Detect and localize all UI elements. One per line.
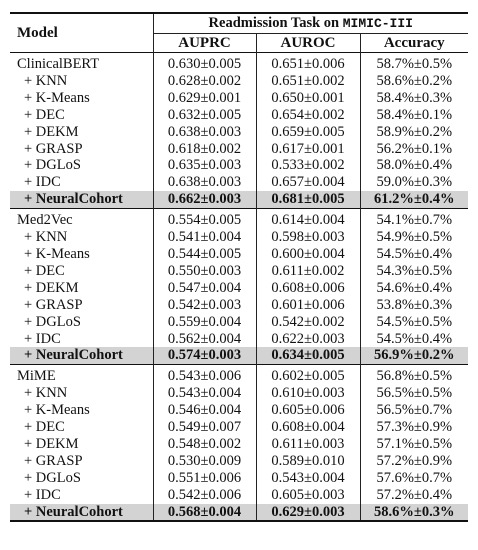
accuracy-cell: 56.5%±0.7% <box>360 402 468 419</box>
model-name-cell: + DEKM <box>24 279 79 296</box>
model-name-cell: + DGLoS <box>24 157 81 174</box>
auroc-cell: 0.634±0.005 <box>256 347 360 364</box>
auprc-cell: 0.547±0.004 <box>153 280 256 297</box>
accuracy-cell: 58.7%±0.5% <box>360 53 468 73</box>
model-name-cell: + DEKM <box>24 435 79 452</box>
auprc-cell: 0.638±0.003 <box>153 124 256 141</box>
accuracy-cell: 57.1%±0.5% <box>360 436 468 453</box>
model-name-cell: + DGLoS <box>24 313 81 330</box>
auroc-column-header: AUROC <box>256 34 360 53</box>
table-row <box>10 487 468 504</box>
table-row <box>10 174 468 191</box>
accuracy-cell: 54.6%±0.4% <box>360 280 468 297</box>
auprc-cell: 0.629±0.001 <box>153 90 256 107</box>
auroc-cell: 0.610±0.003 <box>256 385 360 402</box>
auroc-cell: 0.681±0.005 <box>256 191 360 208</box>
auroc-cell: 0.589±0.010 <box>256 453 360 470</box>
auprc-cell: 0.530±0.009 <box>153 453 256 470</box>
auroc-cell: 0.542±0.002 <box>256 314 360 331</box>
accuracy-cell: 56.5%±0.5% <box>360 385 468 402</box>
auroc-cell: 0.543±0.004 <box>256 470 360 487</box>
model-name-cell: + K-Means <box>24 89 90 106</box>
accuracy-cell: 56.2%±0.1% <box>360 141 468 158</box>
auprc-cell: 0.630±0.005 <box>153 53 256 73</box>
model-name-cell: + DEKM <box>24 123 79 140</box>
accuracy-column-header: Accuracy <box>360 34 468 53</box>
table-row <box>10 453 468 470</box>
auprc-cell: 0.546±0.004 <box>153 402 256 419</box>
auprc-cell: 0.549±0.007 <box>153 419 256 436</box>
model-name-cell: + DEC <box>24 106 65 123</box>
auroc-cell: 0.601±0.006 <box>256 297 360 314</box>
table-row <box>10 436 468 453</box>
model-name-cell: + GRASP <box>24 296 83 313</box>
accuracy-cell: 58.0%±0.4% <box>360 157 468 174</box>
auprc-cell: 0.543±0.006 <box>153 365 256 385</box>
auroc-cell: 0.617±0.001 <box>256 141 360 158</box>
auroc-cell: 0.654±0.002 <box>256 107 360 124</box>
model-name-cell: + IDC <box>24 174 61 191</box>
auroc-cell: 0.611±0.002 <box>256 263 360 280</box>
auroc-cell: 0.605±0.003 <box>256 487 360 504</box>
model-name-cell: + GRASP <box>24 140 83 157</box>
accuracy-cell: 58.9%±0.2% <box>360 124 468 141</box>
task-dataset: MIMIC-III <box>342 15 413 31</box>
table-row-highlight <box>10 347 468 364</box>
auroc-cell: 0.611±0.003 <box>256 436 360 453</box>
auprc-cell: 0.618±0.002 <box>153 141 256 158</box>
table-row <box>10 297 468 314</box>
auroc-cell: 0.657±0.004 <box>256 174 360 191</box>
auroc-cell: 0.650±0.001 <box>256 90 360 107</box>
auprc-cell: 0.542±0.006 <box>153 487 256 504</box>
auroc-cell: 0.614±0.004 <box>256 209 360 229</box>
auprc-cell: 0.635±0.003 <box>153 157 256 174</box>
accuracy-cell: 57.3%±0.9% <box>360 419 468 436</box>
auprc-cell: 0.551±0.006 <box>153 470 256 487</box>
table-row <box>10 246 468 263</box>
accuracy-cell: 54.5%±0.4% <box>360 331 468 348</box>
model-name-cell: Med2Vec <box>10 209 153 229</box>
auprc-cell: 0.542±0.003 <box>153 297 256 314</box>
table-row <box>10 280 468 297</box>
model-name-cell: + GRASP <box>24 452 83 469</box>
accuracy-cell: 56.9%±0.2% <box>360 347 468 364</box>
readmission-results-table <box>10 12 468 522</box>
table-row-highlight <box>10 191 468 208</box>
header-row-task <box>10 13 468 34</box>
auprc-cell: 0.559±0.004 <box>153 314 256 331</box>
model-name-cell: + K-Means <box>24 245 90 262</box>
table-row <box>10 107 468 124</box>
accuracy-cell: 58.6%±0.3% <box>360 504 468 522</box>
model-name-cell: + DEC <box>24 262 65 279</box>
model-name-cell: + NeuralCohort <box>10 504 153 522</box>
accuracy-cell: 57.6%±0.7% <box>360 470 468 487</box>
model-name-cell: + KNN <box>24 385 68 402</box>
table-row <box>10 419 468 436</box>
auroc-cell: 0.605±0.006 <box>256 402 360 419</box>
model-name-cell: + NeuralCohort <box>10 191 153 208</box>
auprc-cell: 0.548±0.002 <box>153 436 256 453</box>
accuracy-cell: 58.6%±0.2% <box>360 73 468 90</box>
accuracy-cell: 56.8%±0.5% <box>360 365 468 385</box>
auroc-cell: 0.659±0.005 <box>256 124 360 141</box>
accuracy-cell: 58.4%±0.3% <box>360 90 468 107</box>
accuracy-cell: 61.2%±0.4% <box>360 191 468 208</box>
accuracy-cell: 54.5%±0.5% <box>360 314 468 331</box>
model-name-cell: + K-Means <box>24 402 90 419</box>
auprc-cell: 0.554±0.005 <box>153 209 256 229</box>
model-name-cell: + IDC <box>24 330 61 347</box>
model-name-cell: + IDC <box>24 486 61 503</box>
model-name-cell: + NeuralCohort <box>10 347 153 364</box>
table-row <box>10 331 468 348</box>
table-row <box>10 229 468 246</box>
model-name-cell: + KNN <box>24 72 68 89</box>
auprc-cell: 0.550±0.003 <box>153 263 256 280</box>
table-row <box>10 90 468 107</box>
auroc-cell: 0.651±0.002 <box>256 73 360 90</box>
accuracy-cell: 54.5%±0.4% <box>360 246 468 263</box>
task-prefix: Readmission Task on <box>208 14 343 31</box>
table-row <box>10 314 468 331</box>
auroc-cell: 0.608±0.004 <box>256 419 360 436</box>
model-name-cell: + DGLoS <box>24 469 81 486</box>
model-name-cell: + KNN <box>24 229 68 246</box>
table-row <box>10 124 468 141</box>
task-header <box>153 13 468 34</box>
accuracy-cell: 53.8%±0.3% <box>360 297 468 314</box>
auroc-cell: 0.533±0.002 <box>256 157 360 174</box>
auroc-cell: 0.651±0.006 <box>256 53 360 73</box>
results-body <box>10 53 468 522</box>
auprc-cell: 0.562±0.004 <box>153 331 256 348</box>
accuracy-cell: 54.1%±0.7% <box>360 209 468 229</box>
model-name-cell: ClinicalBERT <box>10 53 153 73</box>
auprc-cell: 0.574±0.003 <box>153 347 256 364</box>
model-name-cell: + DEC <box>24 419 65 436</box>
auroc-cell: 0.600±0.004 <box>256 246 360 263</box>
accuracy-cell: 57.2%±0.4% <box>360 487 468 504</box>
auroc-cell: 0.629±0.003 <box>256 504 360 522</box>
table-row <box>10 365 468 385</box>
auprc-cell: 0.541±0.004 <box>153 229 256 246</box>
auprc-cell: 0.543±0.004 <box>153 385 256 402</box>
auprc-cell: 0.638±0.003 <box>153 174 256 191</box>
auroc-cell: 0.622±0.003 <box>256 331 360 348</box>
model-name-cell: MiME <box>10 365 153 385</box>
accuracy-cell: 58.4%±0.1% <box>360 107 468 124</box>
table-row <box>10 141 468 158</box>
table-row <box>10 73 468 90</box>
auprc-cell: 0.632±0.005 <box>153 107 256 124</box>
auroc-cell: 0.608±0.006 <box>256 280 360 297</box>
auprc-cell: 0.628±0.002 <box>153 73 256 90</box>
accuracy-cell: 54.9%±0.5% <box>360 229 468 246</box>
accuracy-cell: 57.2%±0.9% <box>360 453 468 470</box>
auprc-cell: 0.544±0.005 <box>153 246 256 263</box>
table-row <box>10 385 468 402</box>
table-row-highlight <box>10 504 468 522</box>
auprc-cell: 0.568±0.004 <box>153 504 256 522</box>
auprc-cell: 0.662±0.003 <box>153 191 256 208</box>
table-row <box>10 157 468 174</box>
table-row <box>10 263 468 280</box>
table-row <box>10 470 468 487</box>
auroc-cell: 0.598±0.003 <box>256 229 360 246</box>
auroc-cell: 0.602±0.005 <box>256 365 360 385</box>
table-row <box>10 53 468 73</box>
accuracy-cell: 59.0%±0.3% <box>360 174 468 191</box>
auprc-column-header: AUPRC <box>153 34 256 53</box>
table-row <box>10 209 468 229</box>
accuracy-cell: 54.3%±0.5% <box>360 263 468 280</box>
table-row <box>10 402 468 419</box>
model-column-header: Model <box>10 13 153 53</box>
